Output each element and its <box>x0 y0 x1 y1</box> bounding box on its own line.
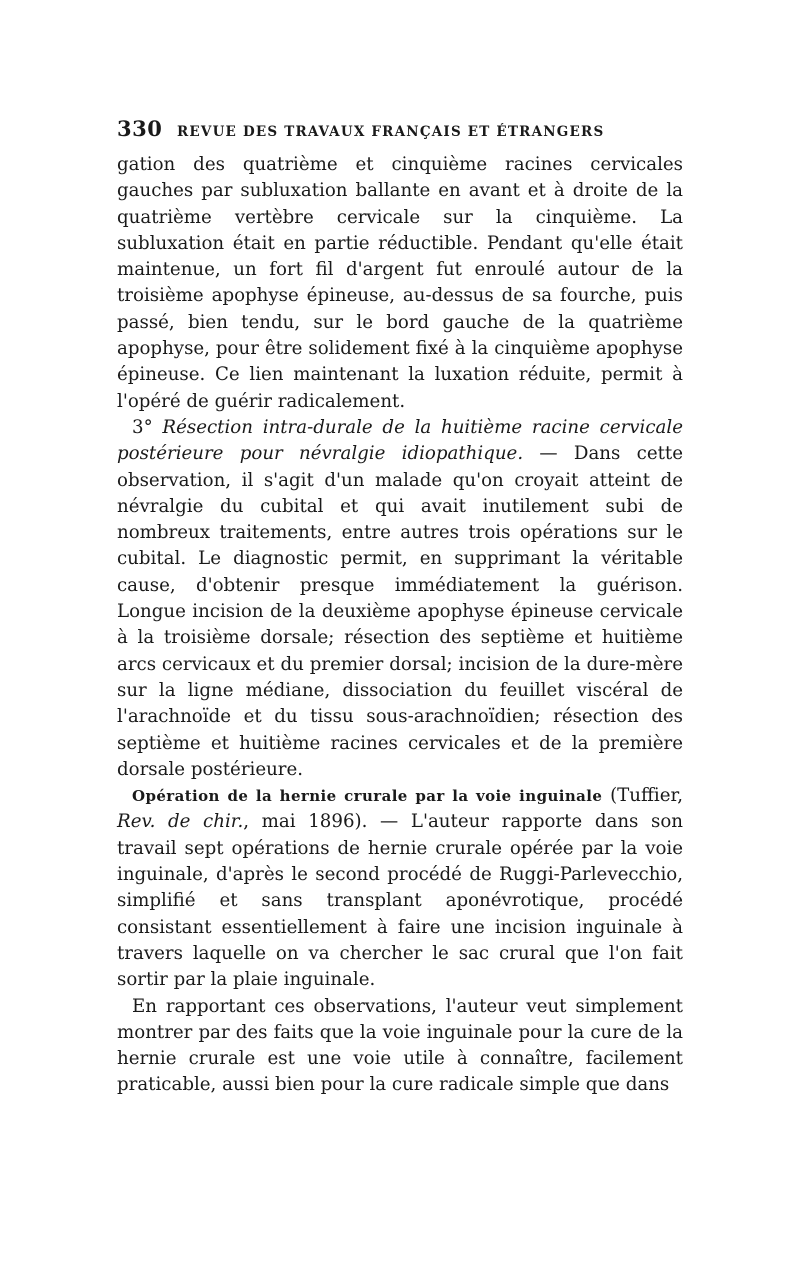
running-title: REVUE DES TRAVAUX FRANÇAIS ET ÉTRANGERS <box>177 124 605 140</box>
reference-author: (Tuffier, <box>602 785 683 807</box>
page <box>117 116 683 1099</box>
reference-date: , mai 1896). <box>243 811 368 833</box>
section-number: 3° <box>132 416 153 438</box>
paragraph-hernie <box>117 783 683 993</box>
page-header <box>117 116 683 146</box>
paragraph-hernie-body: — L'auteur rapporte dans son travail sept opérations de hernie crurale opérée par la voie inguinale, d'après le second procédé de Ruggi-Parlevecchio, simplifié et sans transplant aponévrotique, procédé consistant essentiellement à faire une incision inguinale à travers laquelle on va chercher le sac crural que l'on fait sortir par la plaie inguinale. <box>117 811 684 991</box>
paragraph-resection <box>117 415 683 783</box>
paragraph-resection-body: — Dans cette observation, il s'agit d'un malade qu'on croyait atteint de névralgie du cubital et qui avait inutilement subi de nombreux traitements, entre autres trois opérations sur le cubital. Le diagnostic permit, en supprimant la véritable cause, d'obtenir presque immédiatement la guérison. Longue incision de la deuxième apophyse épineuse cervicale à la troisième dorsale; résection des septième et huitième arcs cervicaux et du premier dorsal; incision de la dure-mère sur la ligne médiane, dissociation du feuillet viscéral de l'arachnoïde et du tissu sous-arachnoïdien; résection des septième et huitième racines cervicales et de la première dorsale postérieure. <box>117 443 683 780</box>
paragraph-conclusion: En rapportant ces observations, l'auteur veut simplement montrer par des faits que la voie inguinale pour la cure de la hernie crurale est une voie utile à connaître, facilement praticable, aussi bien pour la cure radicale simple que dans <box>117 995 683 1096</box>
section-title-resection: Résection intra-durale de la huitième racine cervicale postérieure pour névralgie idiopathique. <box>117 416 683 465</box>
section-title-hernie: Opération de la hernie crurale par la voie inguinale <box>132 787 603 806</box>
paragraph-continuation: gation des quatrième et cinquième racines cervicales gauches par subluxation ballante en avant et à droite de la quatrième vertèbre cervicale sur la cinquième. La subluxation était en partie réductible. Pendant qu'elle était maintenue, un fort fil d'argent fut enroulé autour de la troisième apophyse épineuse, au-dessus de sa fourche, puis passé, bien tendu, sur le bord gauche de la quatrième apophyse, pour être solidement fixé à la cinquième apophyse épineuse. Ce lien maintenant la luxation réduite, permit à l'opéré de guérir radicalement. <box>117 154 683 412</box>
reference-journal: Rev. de chir. <box>117 811 244 833</box>
page-number: 330 <box>117 116 163 141</box>
